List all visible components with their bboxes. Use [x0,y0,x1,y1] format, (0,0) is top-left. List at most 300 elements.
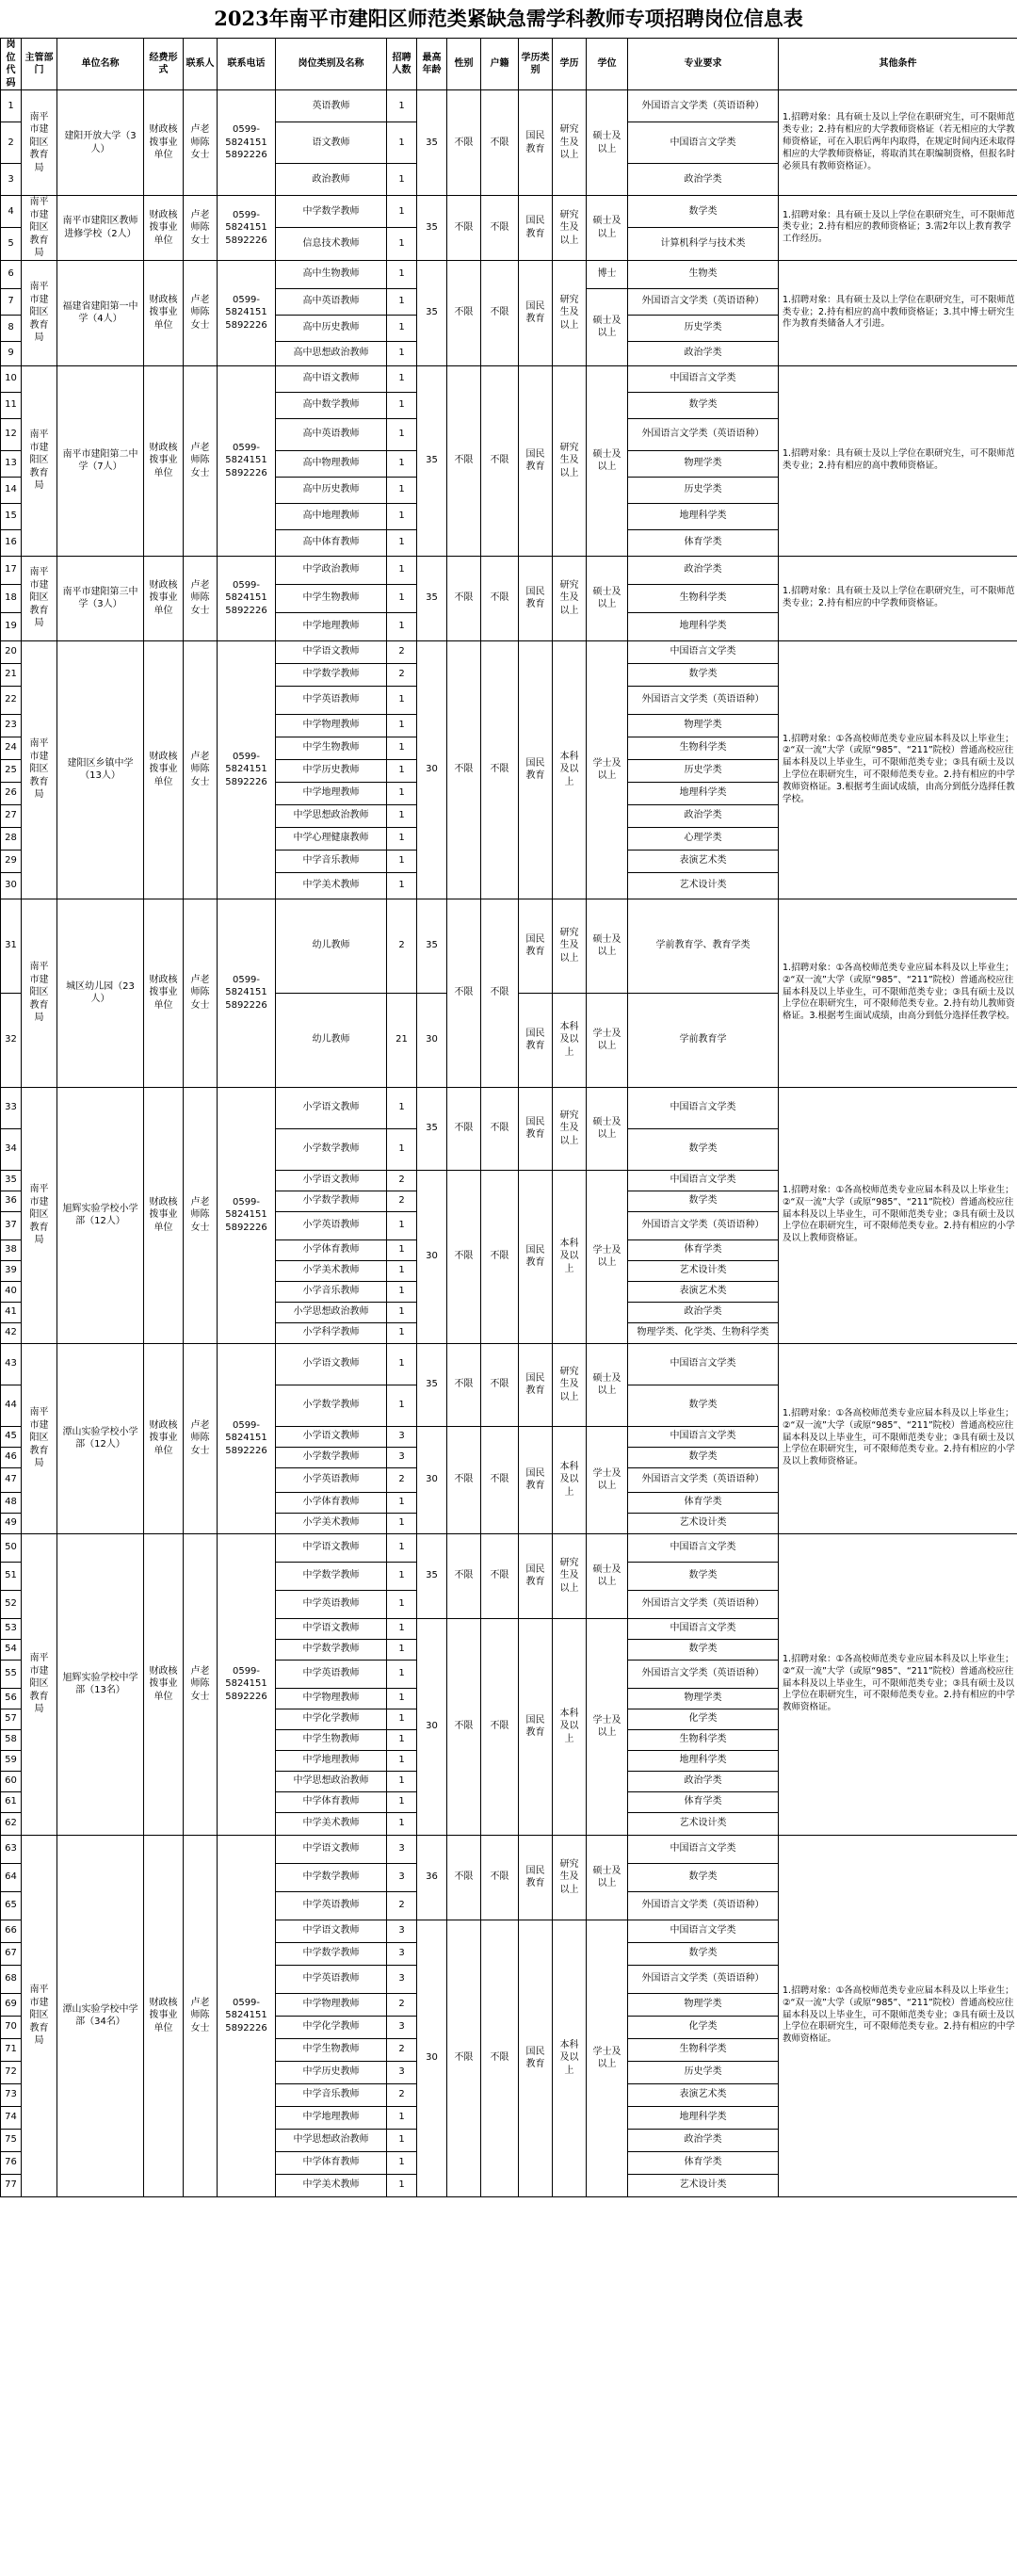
phone-cell: 0599-5824151 5892226 [218,365,276,556]
post-count: 1 [387,341,417,365]
max-age-cell: 30 [417,1920,447,2196]
hukou-cell: 不限 [481,1426,519,1533]
header-major: 专业要求 [628,39,779,90]
max-age-cell: 30 [417,1170,447,1343]
max-age-cell: 35 [417,1087,447,1170]
post-count: 1 [387,714,417,737]
post-name: 中学化学教师 [276,2016,387,2038]
major-cell: 数学类 [628,1639,779,1660]
post-code: 1 [1,90,22,122]
notes-cell: 1.招聘对象：具有硕士及以上学位在职研究生，可不限师范类专业；2.持有相应的教师资格证；3.需2年以上教育教学工作经历。 [779,196,1017,261]
post-code: 62 [1,1812,22,1835]
post-code: 37 [1,1211,22,1239]
edu-type-cell: 国民教育 [519,1087,553,1170]
post-count: 1 [387,1211,417,1239]
gender-cell: 不限 [447,260,481,365]
edu-cell: 本科及以上 [553,640,587,899]
major-cell: 物理学类 [628,714,779,737]
post-code: 2 [1,122,22,164]
major-cell: 历史学类 [628,477,779,503]
post-name: 中学历史教师 [276,759,387,782]
table-row [1,899,1017,993]
major-cell: 中国语言文学类 [628,1170,779,1191]
post-name: 中学数学教师 [276,1562,387,1590]
major-cell: 政治学类 [628,1302,779,1322]
funding-cell: 财政核拨事业单位 [144,1533,184,1835]
unit-cell: 潭山实验学校小学部（12人） [57,1343,144,1533]
notes-cell: 1.招聘对象：①各高校师范类专业应届本科及以上毕业生；②“双一流”大学（或原“985”、“211”院校）普通高校应往届本科及以上毕业生，可不限师范类专业；③具有硕士及以上学位在职研究生，可不限师范类专业。2.持有相应的小学及以上教师资格证。 [779,1087,1017,1343]
post-count: 1 [387,1322,417,1343]
post-name: 中学物理教师 [276,1688,387,1709]
major-cell: 体育学类 [628,529,779,556]
notes-cell: 1.招聘对象：具有硕士及以上学位在职研究生，可不限师范类专业；2.持有相应的高中教师资格证；3.其中博士研究生作为教育类储备人才引进。 [779,260,1017,365]
post-count: 1 [387,228,417,260]
notes-cell: 1.招聘对象：①各高校师范类专业应届本科及以上毕业生；②“双一流”大学（或原“985”、“211”院校）普通高校应往届本科及以上毕业生，可不限师范类专业；③具有硕士及以上学位在职研究生，可不限师范类专业。2.持有相应的中学教师资格证。3.根据考生面试成绩，由高分到低分选择任教学校。 [779,640,1017,899]
post-code: 60 [1,1771,22,1791]
phone-cell: 0599-5824151 5892226 [218,1343,276,1533]
edu-type-cell: 国民教育 [519,365,553,556]
post-name: 中学语文教师 [276,1920,387,1942]
post-name: 小学科学教师 [276,1322,387,1343]
gender-cell: 不限 [447,1835,481,1920]
max-age-cell: 30 [417,640,447,899]
post-name: 高中英语教师 [276,288,387,315]
table-row [1,640,1017,663]
major-cell: 物理学类 [628,450,779,477]
major-cell: 中国语言文学类 [628,1533,779,1562]
major-cell: 数学类 [628,1385,779,1426]
major-cell: 艺术设计类 [628,1513,779,1533]
post-code: 77 [1,2174,22,2196]
post-code: 46 [1,1447,22,1467]
major-cell: 数学类 [628,1128,779,1170]
major-cell: 生物科学类 [628,737,779,759]
major-cell: 地理科学类 [628,612,779,640]
post-count: 1 [387,872,417,899]
major-cell: 化学类 [628,2016,779,2038]
edu-cell: 研究生及以上 [553,90,587,196]
post-code: 9 [1,341,22,365]
unit-cell: 城区幼儿园（23人） [57,899,144,1087]
dept-cell: 南平市建阳区教育局 [22,556,57,640]
header-hukou: 户籍 [481,39,519,90]
edu-type-cell: 国民教育 [519,1835,553,1920]
post-name: 中学地理教师 [276,1750,387,1771]
gender-cell: 不限 [447,1170,481,1343]
post-name: 中学语文教师 [276,1533,387,1562]
post-count: 3 [387,1942,417,1965]
major-cell: 数学类 [628,1562,779,1590]
post-count: 1 [387,1771,417,1791]
phone-cell: 0599-5824151 5892226 [218,899,276,1087]
post-code: 47 [1,1467,22,1492]
header-degree: 学位 [587,39,628,90]
max-age-cell: 35 [417,260,447,365]
post-name: 幼儿教师 [276,993,387,1087]
post-code: 19 [1,612,22,640]
header-post: 岗位类别及名称 [276,39,387,90]
hukou-cell: 不限 [481,365,519,556]
major-cell: 外国语言文学类（英语语种） [628,686,779,714]
post-code: 54 [1,1639,22,1660]
unit-cell: 南平市建阳第三中学（3人） [57,556,144,640]
gender-cell: 不限 [447,196,481,261]
max-age-cell: 35 [417,1533,447,1618]
post-code: 17 [1,556,22,584]
gender-cell: 不限 [447,1426,481,1533]
post-code: 50 [1,1533,22,1562]
major-cell: 数学类 [628,196,779,228]
edu-cell: 研究生及以上 [553,196,587,261]
edu-cell: 研究生及以上 [553,1087,587,1170]
max-age-cell: 35 [417,196,447,261]
unit-cell: 建阳区乡镇中学（13人） [57,640,144,899]
post-name: 高中历史教师 [276,315,387,341]
post-code: 7 [1,288,22,315]
major-cell: 化学类 [628,1709,779,1729]
funding-cell: 财政核拨事业单位 [144,899,184,1087]
edu-type-cell: 国民教育 [519,993,553,1087]
post-name: 高中物理教师 [276,450,387,477]
post-name: 中学化学教师 [276,1709,387,1729]
hukou-cell: 不限 [481,556,519,640]
post-name: 中学生物教师 [276,737,387,759]
post-count: 2 [387,663,417,686]
major-cell: 中国语言文学类 [628,1426,779,1447]
post-code: 32 [1,993,22,1087]
edu-cell: 研究生及以上 [553,260,587,365]
post-name: 小学美术教师 [276,1513,387,1533]
major-cell: 外国语言文学类（英语语种） [628,288,779,315]
post-code: 75 [1,2129,22,2151]
table-row [1,556,1017,584]
funding-cell: 财政核拨事业单位 [144,1087,184,1343]
post-code: 73 [1,2083,22,2106]
post-code: 38 [1,1239,22,1260]
post-name: 中学物理教师 [276,714,387,737]
gender-cell: 不限 [447,1343,481,1426]
major-cell: 地理科学类 [628,782,779,804]
post-count: 1 [387,612,417,640]
major-cell: 体育学类 [628,1791,779,1812]
major-cell: 数学类 [628,1447,779,1467]
notes-cell: 1.招聘对象：具有硕士及以上学位在职研究生，可不限师范类专业；2.持有相应的中学教师资格证。 [779,556,1017,640]
major-cell: 数学类 [628,1942,779,1965]
post-count: 1 [387,1302,417,1322]
hukou-cell: 不限 [481,1087,519,1170]
edu-type-cell: 国民教育 [519,1343,553,1426]
post-code: 63 [1,1835,22,1863]
post-count: 1 [387,584,417,612]
post-name: 中学物理教师 [276,1993,387,2016]
contact-cell: 卢老师陈女士 [184,1835,218,2196]
gender-cell: 不限 [447,90,481,196]
edu-cell: 本科及以上 [553,993,587,1087]
post-code: 14 [1,477,22,503]
header-contact: 联系人 [184,39,218,90]
dept-cell: 南平市建阳区教育局 [22,1835,57,2196]
post-name: 信息技术教师 [276,228,387,260]
post-name: 高中数学教师 [276,392,387,418]
major-cell: 数学类 [628,1863,779,1891]
post-name: 高中英语教师 [276,418,387,450]
dept-cell: 南平市建阳区教育局 [22,260,57,365]
funding-cell: 财政核拨事业单位 [144,1343,184,1533]
post-code: 27 [1,804,22,827]
gender-cell: 不限 [447,556,481,640]
post-code: 66 [1,1920,22,1942]
contact-cell: 卢老师陈女士 [184,1087,218,1343]
post-code: 34 [1,1128,22,1170]
contact-cell: 卢老师陈女士 [184,260,218,365]
post-name: 政治教师 [276,164,387,196]
dept-cell: 南平市建阳区教育局 [22,196,57,261]
major-cell: 中国语言文学类 [628,122,779,164]
post-code: 15 [1,503,22,529]
major-cell: 外国语言文学类（英语语种） [628,1590,779,1618]
post-code: 64 [1,1863,22,1891]
contact-cell: 卢老师陈女士 [184,556,218,640]
edu-type-cell: 国民教育 [519,556,553,640]
post-name: 中学政治教师 [276,556,387,584]
post-code: 23 [1,714,22,737]
post-code: 67 [1,1942,22,1965]
major-cell: 地理科学类 [628,503,779,529]
degree-cell: 学士及以上 [587,1170,628,1343]
post-name: 小学思想政治教师 [276,1302,387,1322]
post-code: 33 [1,1087,22,1128]
post-count: 1 [387,1618,417,1639]
post-count: 2 [387,1467,417,1492]
unit-cell: 南平市建阳区教师进修学校（2人） [57,196,144,261]
edu-cell: 本科及以上 [553,1920,587,2196]
funding-cell: 财政核拨事业单位 [144,196,184,261]
post-name: 中学思想政治教师 [276,804,387,827]
funding-cell: 财政核拨事业单位 [144,640,184,899]
major-cell: 物理学类 [628,1688,779,1709]
post-code: 41 [1,1302,22,1322]
major-cell: 物理学类 [628,1993,779,2016]
hukou-cell: 不限 [481,1835,519,1920]
edu-cell: 本科及以上 [553,1426,587,1533]
post-name: 小学英语教师 [276,1467,387,1492]
degree-cell: 学士及以上 [587,1426,628,1533]
post-name: 高中思想政治教师 [276,341,387,365]
major-cell: 中国语言文学类 [628,365,779,392]
post-name: 小学英语教师 [276,1211,387,1239]
post-code: 31 [1,899,22,993]
edu-cell: 研究生及以上 [553,1343,587,1426]
max-age-cell: 36 [417,1835,447,1920]
notes-cell: 1.招聘对象：①各高校师范类专业应届本科及以上毕业生；②“双一流”大学（或原“985”、“211”院校）普通高校应往届本科及以上毕业生，可不限师范类专业；③具有硕士及以上学位在职研究生，可不限师范类专业。2.持有幼儿教师资格证。3.根据考生面试成绩，由高分到低分选择任教学校。 [779,899,1017,1087]
hukou-cell: 不限 [481,1920,519,2196]
post-code: 12 [1,418,22,450]
table-row [1,1343,1017,1385]
edu-cell: 研究生及以上 [553,1533,587,1618]
funding-cell: 财政核拨事业单位 [144,1835,184,2196]
edu-type-cell: 国民教育 [519,260,553,365]
post-name: 小学美术教师 [276,1260,387,1281]
post-count: 1 [387,759,417,782]
post-code: 30 [1,872,22,899]
post-code: 53 [1,1618,22,1639]
major-cell: 艺术设计类 [628,1260,779,1281]
post-count: 3 [387,1426,417,1447]
post-count: 1 [387,392,417,418]
gender-cell: 不限 [447,1920,481,2196]
post-count: 2 [387,2038,417,2061]
post-name: 中学心理健康教师 [276,827,387,850]
post-count: 1 [387,1513,417,1533]
post-code: 16 [1,529,22,556]
post-code: 26 [1,782,22,804]
header-edu-type: 学历类别 [519,39,553,90]
max-age-cell: 30 [417,1618,447,1835]
notes-cell: 1.招聘对象：具有硕士及以上学位在职研究生，可不限师范类专业；2.持有相应的大学教师资格证（若无相应的大学教师资格证，可在入职后两年内取得，在规定时间内还未取得相应的大学教师资格证，将取消其在职编制资格，但报名时必须具有教师资格证）。 [779,90,1017,196]
post-name: 小学数学教师 [276,1385,387,1426]
table-row [1,196,1017,228]
phone-cell: 0599-5824151 5892226 [218,196,276,261]
degree-cell: 学士及以上 [587,1920,628,2196]
hukou-cell: 不限 [481,1343,519,1426]
funding-cell: 财政核拨事业单位 [144,365,184,556]
post-count: 1 [387,1385,417,1426]
post-count: 1 [387,1492,417,1513]
post-code: 44 [1,1385,22,1426]
post-code: 18 [1,584,22,612]
major-cell: 外国语言文学类（英语语种） [628,1965,779,1993]
degree-cell: 学士及以上 [587,1618,628,1835]
contact-cell: 卢老师陈女士 [184,640,218,899]
post-count: 1 [387,782,417,804]
post-name: 中学历史教师 [276,2061,387,2083]
major-cell: 计算机科学与技术类 [628,228,779,260]
post-code: 13 [1,450,22,477]
edu-type-cell: 国民教育 [519,1426,553,1533]
post-name: 中学体育教师 [276,2151,387,2174]
dept-cell: 南平市建阳区教育局 [22,1533,57,1835]
major-cell: 政治学类 [628,1771,779,1791]
dept-cell: 南平市建阳区教育局 [22,640,57,899]
post-count: 1 [387,90,417,122]
major-cell: 生物科学类 [628,1729,779,1750]
major-cell: 艺术设计类 [628,872,779,899]
post-count: 2 [387,899,417,993]
degree-cell: 硕士及以上 [587,1343,628,1426]
post-code: 42 [1,1322,22,1343]
post-count: 3 [387,1447,417,1467]
post-name: 高中生物教师 [276,260,387,288]
dept-cell: 南平市建阳区教育局 [22,1087,57,1343]
degree-cell: 硕士及以上 [587,90,628,196]
header-notes: 其他条件 [779,39,1017,90]
unit-cell: 福建省建阳第一中学（4人） [57,260,144,365]
post-name: 中学数学教师 [276,663,387,686]
post-code: 3 [1,164,22,196]
post-name: 中学美术教师 [276,872,387,899]
major-cell: 历史学类 [628,2061,779,2083]
gender-cell: 不限 [447,1618,481,1835]
post-count: 1 [387,1562,417,1590]
degree-cell: 硕士及以上 [587,1835,628,1920]
funding-cell: 财政核拨事业单位 [144,260,184,365]
major-cell: 数学类 [628,663,779,686]
post-name: 语文教师 [276,122,387,164]
post-name: 中学语文教师 [276,640,387,663]
degree-cell: 学士及以上 [587,640,628,899]
post-name: 中学生物教师 [276,1729,387,1750]
edu-cell: 研究生及以上 [553,365,587,556]
post-code: 61 [1,1791,22,1812]
post-count: 1 [387,556,417,584]
major-cell: 生物类 [628,260,779,288]
post-code: 51 [1,1562,22,1590]
unit-cell: 南平市建阳第二中学（7人） [57,365,144,556]
post-name: 中学美术教师 [276,2174,387,2196]
post-name: 小学数学教师 [276,1447,387,1467]
major-cell: 中国语言文学类 [628,1618,779,1639]
post-code: 40 [1,1281,22,1302]
post-count: 1 [387,827,417,850]
post-code: 48 [1,1492,22,1513]
edu-cell: 研究生及以上 [553,556,587,640]
post-code: 5 [1,228,22,260]
post-count: 3 [387,1835,417,1863]
post-code: 36 [1,1191,22,1211]
hukou-cell: 不限 [481,260,519,365]
post-name: 幼儿教师 [276,899,387,993]
notes-cell: 1.招聘对象：①各高校师范类专业应届本科及以上毕业生；②“双一流”大学（或原“985”、“211”院校）普通高校应往届本科及以上毕业生，可不限师范类专业；③具有硕士及以上学位在职研究生，可不限师范类专业。2.持有相应的小学及以上教师资格证。 [779,1343,1017,1533]
major-cell: 政治学类 [628,556,779,584]
notes-cell: 1.招聘对象：具有硕士及以上学位在职研究生，可不限师范类专业；2.持有相应的高中教师资格证。 [779,365,1017,556]
major-cell: 学前教育学、教育学类 [628,899,779,993]
post-count: 1 [387,1750,417,1771]
post-count: 1 [387,122,417,164]
edu-cell: 本科及以上 [553,1618,587,1835]
post-count: 1 [387,1281,417,1302]
post-name: 英语教师 [276,90,387,122]
major-cell: 外国语言文学类（英语语种） [628,1660,779,1688]
major-cell: 外国语言文学类（英语语种） [628,1467,779,1492]
post-name: 高中体育教师 [276,529,387,556]
post-code: 57 [1,1709,22,1729]
major-cell: 外国语言文学类（英语语种） [628,418,779,450]
post-count: 2 [387,1170,417,1191]
post-code: 45 [1,1426,22,1447]
post-code: 59 [1,1750,22,1771]
dept-cell: 南平市建阳区教育局 [22,899,57,1087]
phone-cell: 0599-5824151 5892226 [218,640,276,899]
contact-cell: 卢老师陈女士 [184,1343,218,1533]
post-count: 1 [387,1729,417,1750]
post-count: 1 [387,1087,417,1128]
phone-cell: 0599-5824151 5892226 [218,260,276,365]
header-gender: 性别 [447,39,481,90]
degree-cell: 硕士及以上 [587,899,628,993]
post-count: 1 [387,1343,417,1385]
post-name: 中学生物教师 [276,584,387,612]
post-count: 1 [387,529,417,556]
phone-cell: 0599-5824151 5892226 [218,1087,276,1343]
post-count: 1 [387,1639,417,1660]
header-code: 岗位代码 [1,39,22,90]
post-count: 2 [387,1993,417,2016]
max-age-cell: 30 [417,993,447,1087]
post-name: 中学思想政治教师 [276,2129,387,2151]
post-code: 43 [1,1343,22,1385]
major-cell: 表演艺术类 [628,850,779,872]
max-age-cell: 35 [417,556,447,640]
